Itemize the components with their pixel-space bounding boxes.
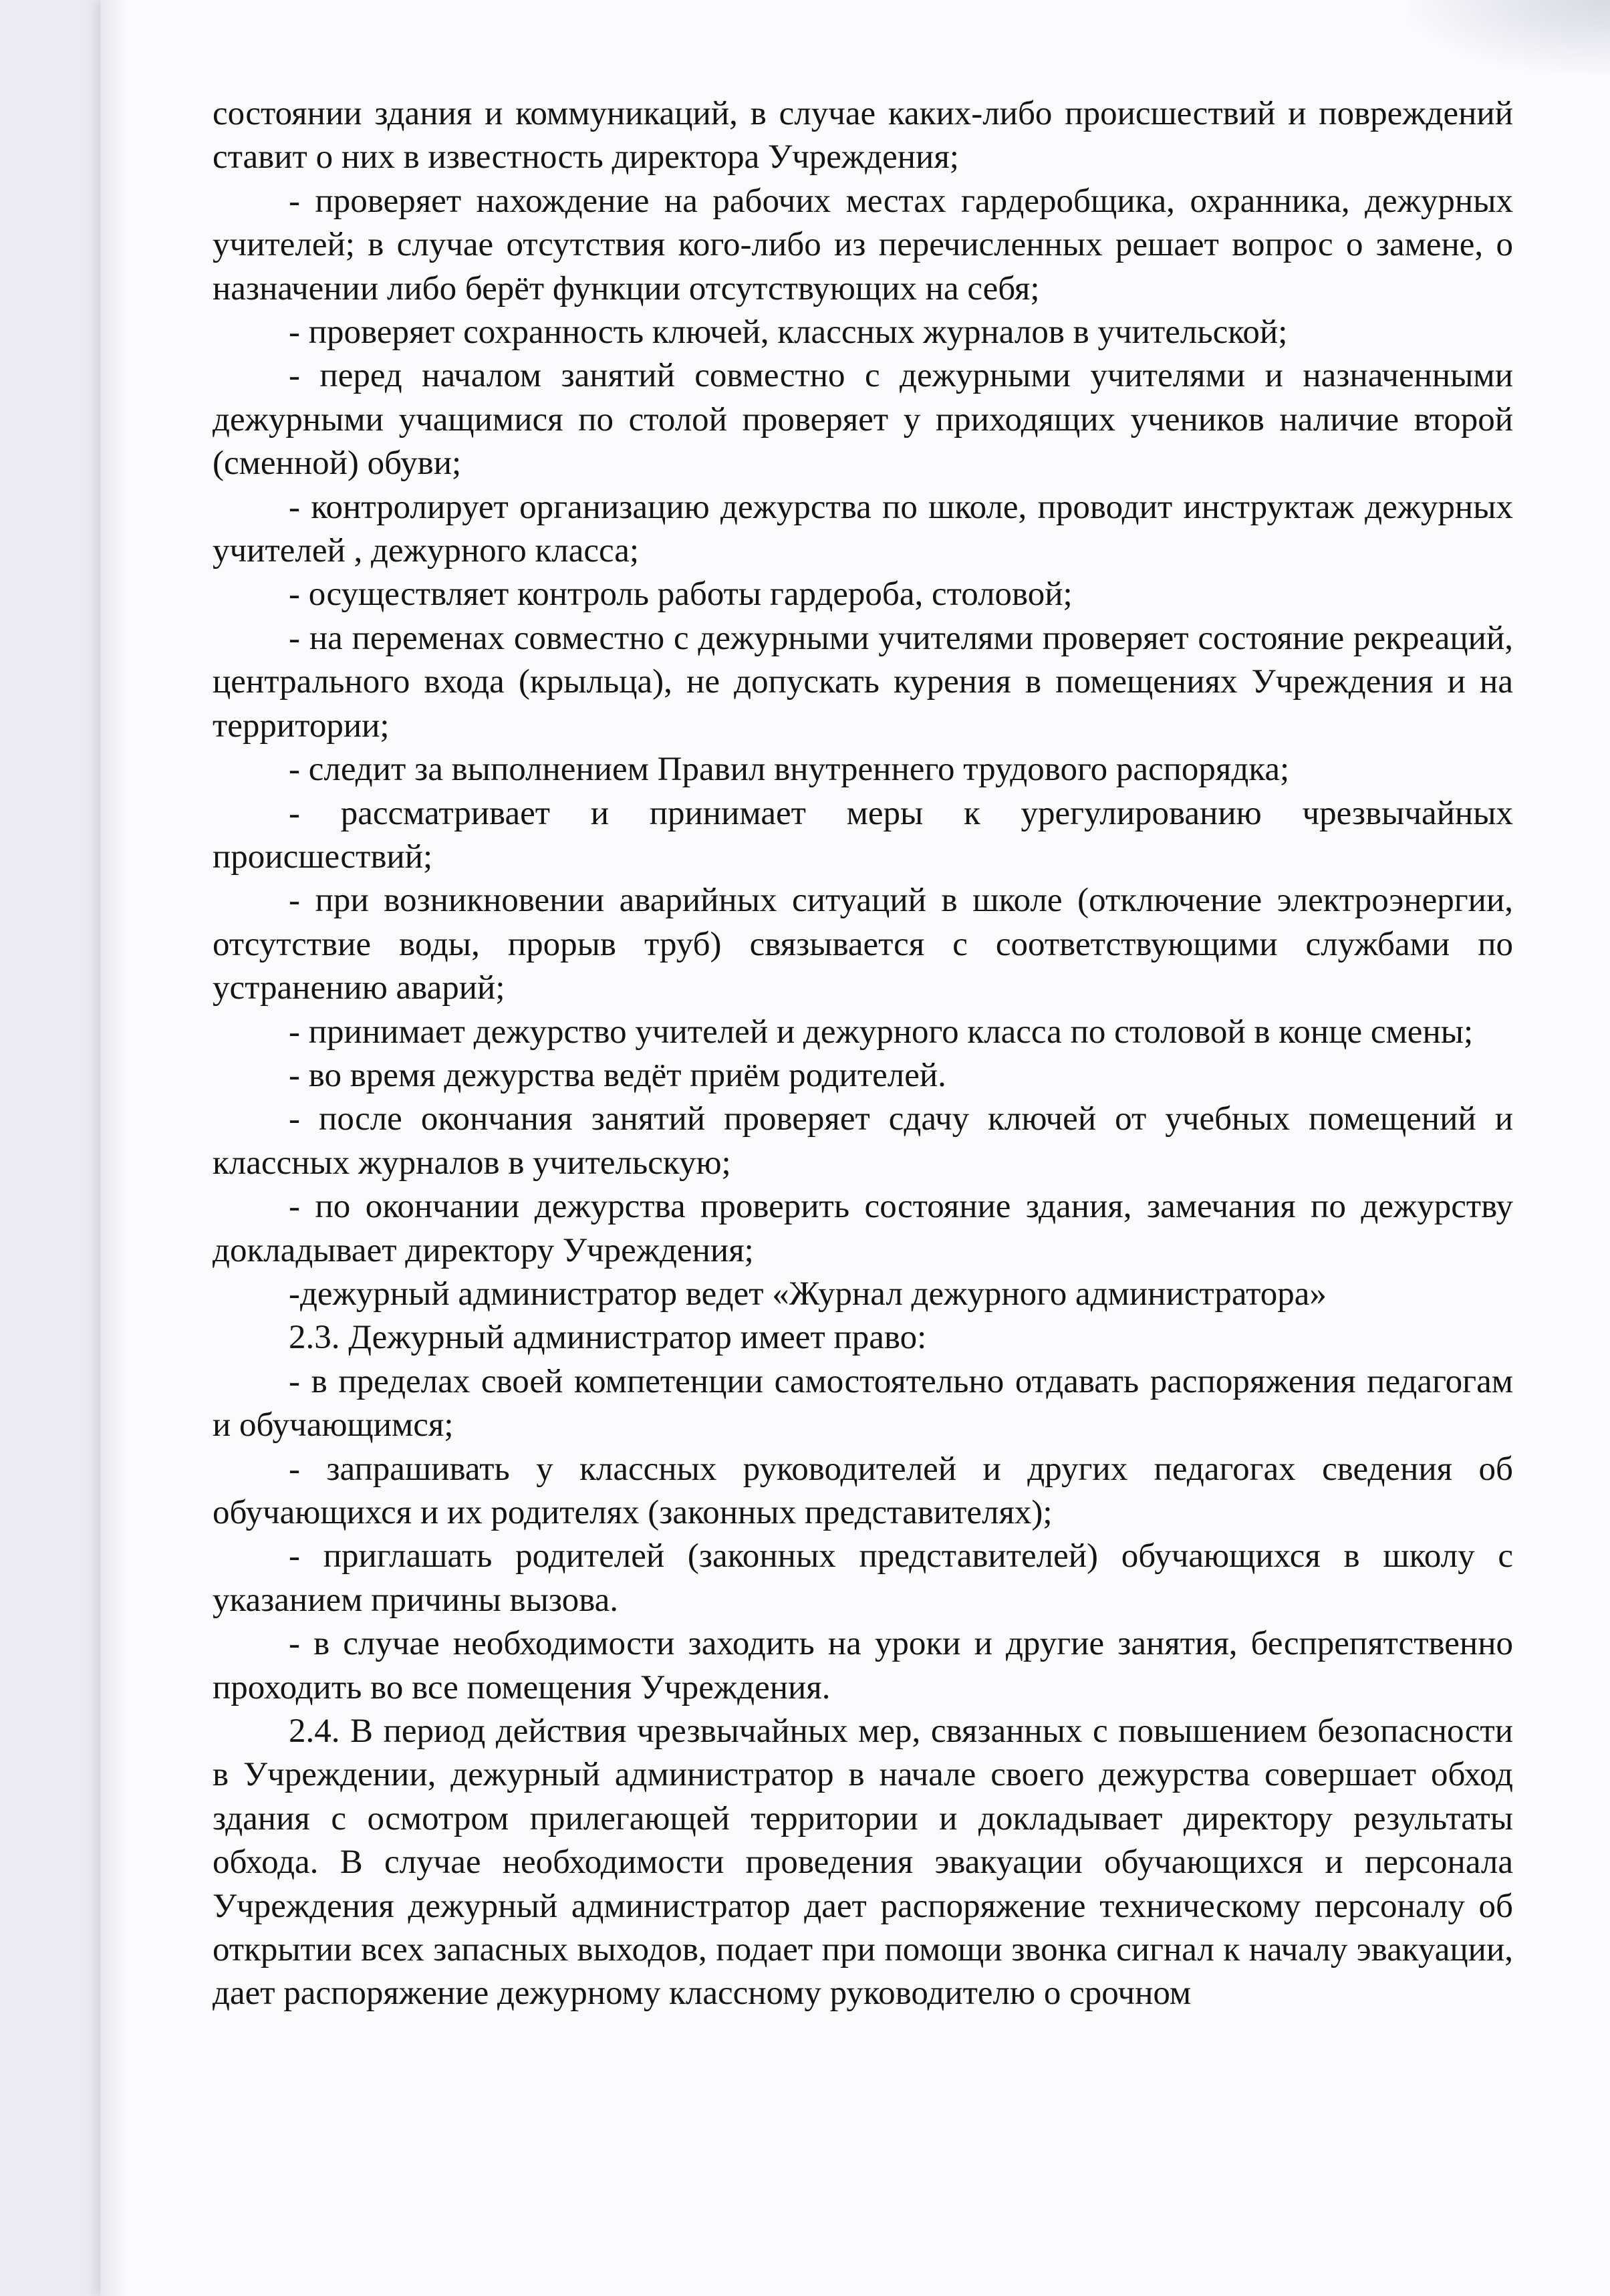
paragraph: - при возникновении аварийных ситуаций в школе (отключение электроэнергии, отсутствие воды, прорыв труб) связывается с соответствующими службами по устранению аварий;: [213, 882, 1513, 1007]
paragraph: - после окончания занятий проверяет сдачу ключей от учебных помещений и классных журналов в учительскую;: [213, 1100, 1513, 1182]
paragraph: - в случае необходимости заходить на уроки и другие занятия, беспрепятственно проходить во все помещения Учреждения.: [213, 1625, 1513, 1706]
paragraph: - перед началом занятий совместно с дежурными учителями и назначенными дежурными учащимися по столой проверяет у приходящих учеников наличие второй (сменной) обуви;: [213, 357, 1513, 483]
document-body: [213, 92, 1513, 2016]
paragraph: - по окончании дежурства проверить состояние здания, замечания по дежурству докладывает директору Учреждения;: [213, 1188, 1513, 1269]
paragraph: - проверяет нахождение на рабочих местах гардеробщика, охранника, дежурных учителей; в случае отсутствия кого-либо из перечисленных решает вопрос о замене, о назначении либо берёт функции отсутствующих на себя;: [213, 182, 1513, 307]
paragraph: - на переменах совместно с дежурными учителями проверяет состояние рекреаций, центрального входа (крыльца), не допускать курения в помещениях Учреждения и на территории;: [213, 619, 1513, 745]
paragraph: - во время дежурства ведёт приём родителей.: [289, 1056, 946, 1094]
page-edge-shadow: [100, 0, 127, 2296]
paragraph: - рассматривает и принимает меры к урегулированию чрезвычайных происшествий;: [213, 794, 1513, 876]
paragraph: - принимает дежурство учителей и дежурного класса по столовой в конце смены;: [289, 1013, 1474, 1051]
paragraph: состоянии здания и коммуникаций, в случае каких-либо происшествий и повреждений ставит о них в известность директора Учреждения;: [213, 95, 1513, 176]
paragraph: - запрашивать у классных руководителей и других педагогах сведения об обучающихся и их родителях (законных представителях);: [213, 1450, 1513, 1531]
paragraph: - приглашать родителей (законных представителей) обучающихся в школу с указанием причины вызова.: [213, 1537, 1513, 1619]
paragraph: -дежурный администратор ведет «Журнал дежурного администратора»: [289, 1275, 1327, 1313]
paragraph: - в пределах своей компетенции самостоятельно отдавать распоряжения педагогам и обучающимся;: [213, 1362, 1513, 1444]
paragraph: - осуществляет контроль работы гардероба, столовой;: [289, 576, 1073, 614]
page-corner-fold: [1410, 0, 1610, 74]
paragraph: - следит за выполнением Правил внутреннего трудового распорядка;: [289, 751, 1290, 789]
section-heading: 2.3. Дежурный администратор имеет право:: [289, 1319, 927, 1357]
paragraph: - проверяет сохранность ключей, классных журналов в учительской;: [289, 313, 1288, 352]
paragraph: - контролирует организацию дежурства по школе, проводит инструктаж дежурных учителей , дежурного класса;: [213, 488, 1513, 570]
paragraph: 2.4. В период действия чрезвычайных мер, связанных с повышением безопасности в Учреждении, дежурный администратор в начале своего дежурства совершает обход здания с осмотром прилегающей территории и докладывает директору результаты обхода. В случае необходимости проведения эвакуации обучающихся и персонала Учреждения дежурный администратор дает распоряжение техническому персоналу об открытии всех запасных выходов, подает при помощи звонка сигнал к началу эвакуации, дает распоряжение дежурному классному руководителю о срочном: [213, 1712, 1513, 2013]
